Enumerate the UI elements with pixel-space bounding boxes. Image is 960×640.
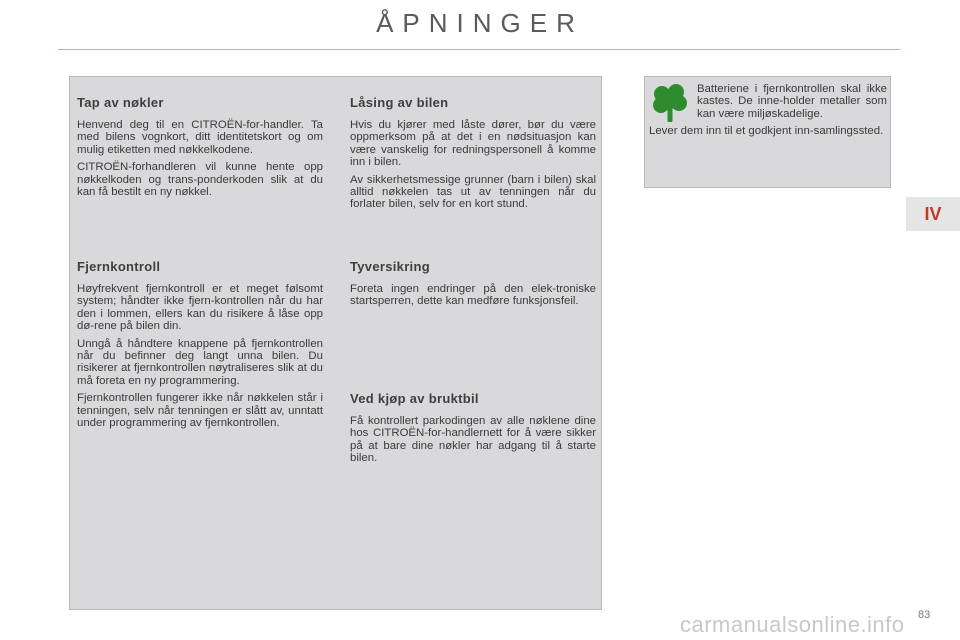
paragraph: Hvis du kjører med låste dører, bør du være oppmerksom på at det i en nødsituasjon kan være vanskelig for redningspersonell å komme inn i bilen. — [350, 119, 596, 169]
paragraph: Av sikkerhetsmessige grunner (barn i bilen) skal alltid nøkkelen tas ut av tenningen når du forlater bilen, selv for en kort stund. — [350, 173, 596, 211]
watermark: carmanualsonline.info — [680, 612, 905, 637]
page-title: ÅPNINGER — [376, 8, 584, 38]
section-heading: Ved kjøp av bruktbil — [350, 391, 479, 406]
title-divider — [58, 49, 900, 50]
chapter-tab: IV — [906, 197, 960, 231]
paragraph: CITROËN-forhandleren vil kunne hente opp nøkkelkoden og trans-ponderkoden slik at du kan få bestilt en ny nøkkel. — [77, 161, 323, 199]
paragraph: Unngå å håndtere knappene på fjernkontrollen når du befinner deg langt unna bilen. Du risikerer at fjernkontrollen nøytraliseres slik at du må foreta en ny programmering. — [77, 337, 323, 387]
note-paragraph: Lever dem inn til et godkjent inn-samlingssted. — [649, 125, 884, 138]
section-used-car — [350, 391, 596, 470]
section-heading: Låsing av bilen — [350, 95, 449, 110]
section-heading: Tap av nøkler — [77, 95, 164, 110]
note-paragraph: Batteriene i fjernkontrollen skal ikke kastes. De inne-holder metaller som kan være miljøskadelige. — [697, 83, 887, 120]
note-text — [649, 83, 887, 138]
section-locking — [350, 95, 596, 216]
section-heading: Tyversikring — [350, 259, 430, 274]
main-content-box — [69, 76, 602, 610]
page-number: 83 — [918, 609, 931, 621]
paragraph: Henvend deg til en CITROËN-for-handler. Ta med bilens vognkort, ditt identitetskort og om mulig etiketten med nøkkelkodene. — [77, 119, 323, 156]
section-heading: Fjernkontroll — [77, 259, 161, 274]
paragraph: Få kontrollert parkodingen av alle nøklene dine hos CITROËN-for-handlernett for å være sikker på at bare dine nøkler har adgang til å starte bilen. — [350, 415, 596, 465]
section-remote-control — [77, 259, 323, 434]
paragraph: Fjernkontrollen fungerer ikke når nøkkelen står i tenningen, selv når tenningen er slått av, unntatt under programmering av fjernkontrollen. — [77, 392, 323, 430]
paragraph: Høyfrekvent fjernkontroll er et meget følsomt system; håndter ikke fjern-kontrollen når du har den i lommen, ellers kan du risikere å låse opp dø-rene på bilen din. — [77, 283, 323, 333]
paragraph: Foreta ingen endringer på den elek-troniske startsperren, dette kan medføre funksjonsfeil. — [350, 283, 596, 308]
section-lost-keys — [77, 95, 323, 203]
environment-note-box — [644, 76, 891, 188]
section-anti-theft — [350, 259, 596, 313]
